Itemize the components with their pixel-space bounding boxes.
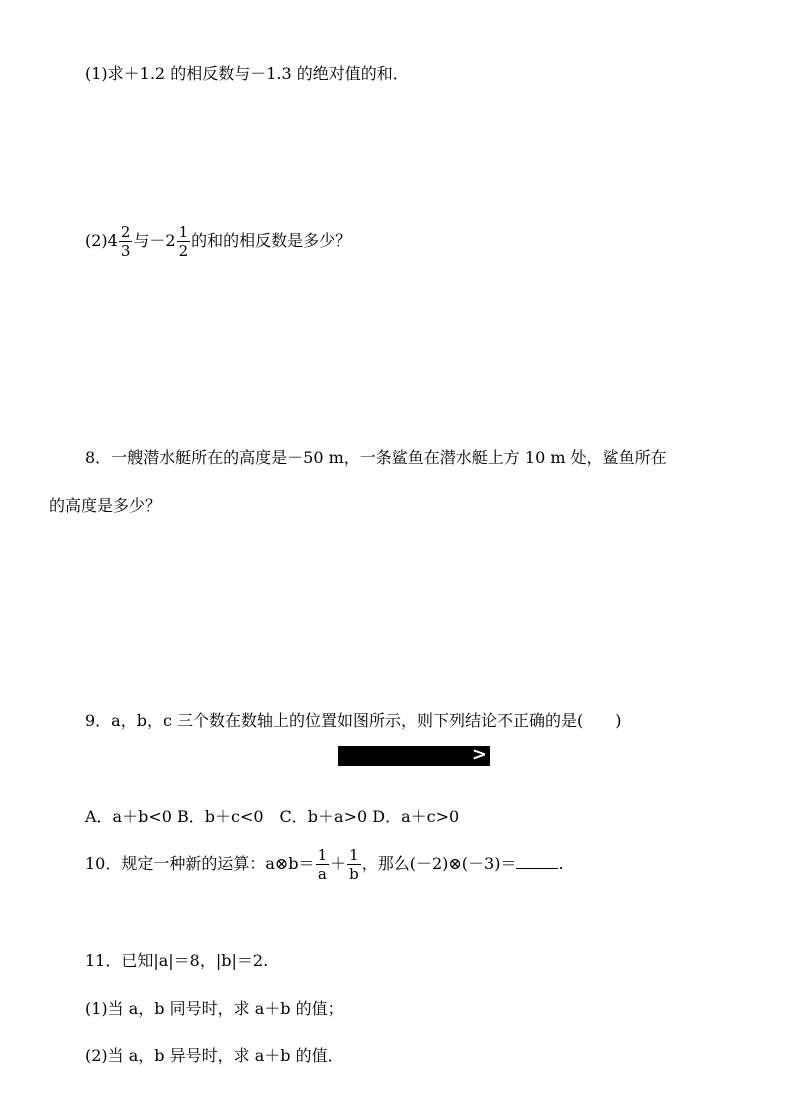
fraction-denominator: a <box>317 865 327 883</box>
fraction-1-a <box>316 846 330 883</box>
fraction-numerator: 1 <box>317 846 328 864</box>
fraction-2-3 <box>119 223 133 260</box>
answer-blank[interactable] <box>516 852 558 869</box>
fraction-numerator: 2 <box>120 223 131 241</box>
fraction-denominator: 3 <box>120 242 131 260</box>
fraction-denominator: b <box>349 865 359 883</box>
plus-sign: ＋ <box>330 854 347 873</box>
q10-suffix: ，那么(－2)⊗(－3)＝ <box>361 854 517 873</box>
q7-part2-suffix: 的和的相反数是多少？ <box>191 231 352 250</box>
q11-stem: 11．已知|a|＝8，|b|＝2. <box>85 951 269 970</box>
q8-line1: 8．一艘潜水艇所在的高度是－50 m，一条鲨鱼在潜水艇上方 10 m 处，鲨鱼所在 <box>85 448 667 467</box>
q11-part2: (2)当 a，b 异号时，求 a＋b 的值． <box>85 1046 344 1065</box>
q10 <box>85 844 564 884</box>
q10-end: . <box>558 854 564 873</box>
q7-part2-mid: 与－2 <box>133 231 176 250</box>
fraction-1-b <box>347 846 361 883</box>
arrow-icon: > <box>471 744 487 765</box>
fraction-1-2 <box>177 223 191 260</box>
q7-part1: (1)求＋1.2 的相反数与－1.3 的绝对值的和． <box>85 64 409 83</box>
q9-options: A．a＋b<0 B．b＋c<0 C．b＋a>0 D．a＋c>0 <box>85 807 460 826</box>
fraction-denominator: 2 <box>178 242 189 260</box>
q9-stem: 9．a，b，c 三个数在数轴上的位置如图所示，则下列结论不正确的是( ) <box>85 711 622 730</box>
q10-prefix: 10．规定一种新的运算：a⊗b＝ <box>85 854 315 873</box>
number-line-figure <box>338 746 490 766</box>
q8-line2: 的高度是多少？ <box>49 496 162 515</box>
q7-part2 <box>85 221 351 261</box>
q11-part1: (1)当 a，b 同号时，求 a＋b 的值； <box>85 999 344 1018</box>
fraction-numerator: 1 <box>178 223 189 241</box>
q7-part2-prefix: (2)4 <box>85 231 118 250</box>
fraction-numerator: 1 <box>349 846 359 864</box>
